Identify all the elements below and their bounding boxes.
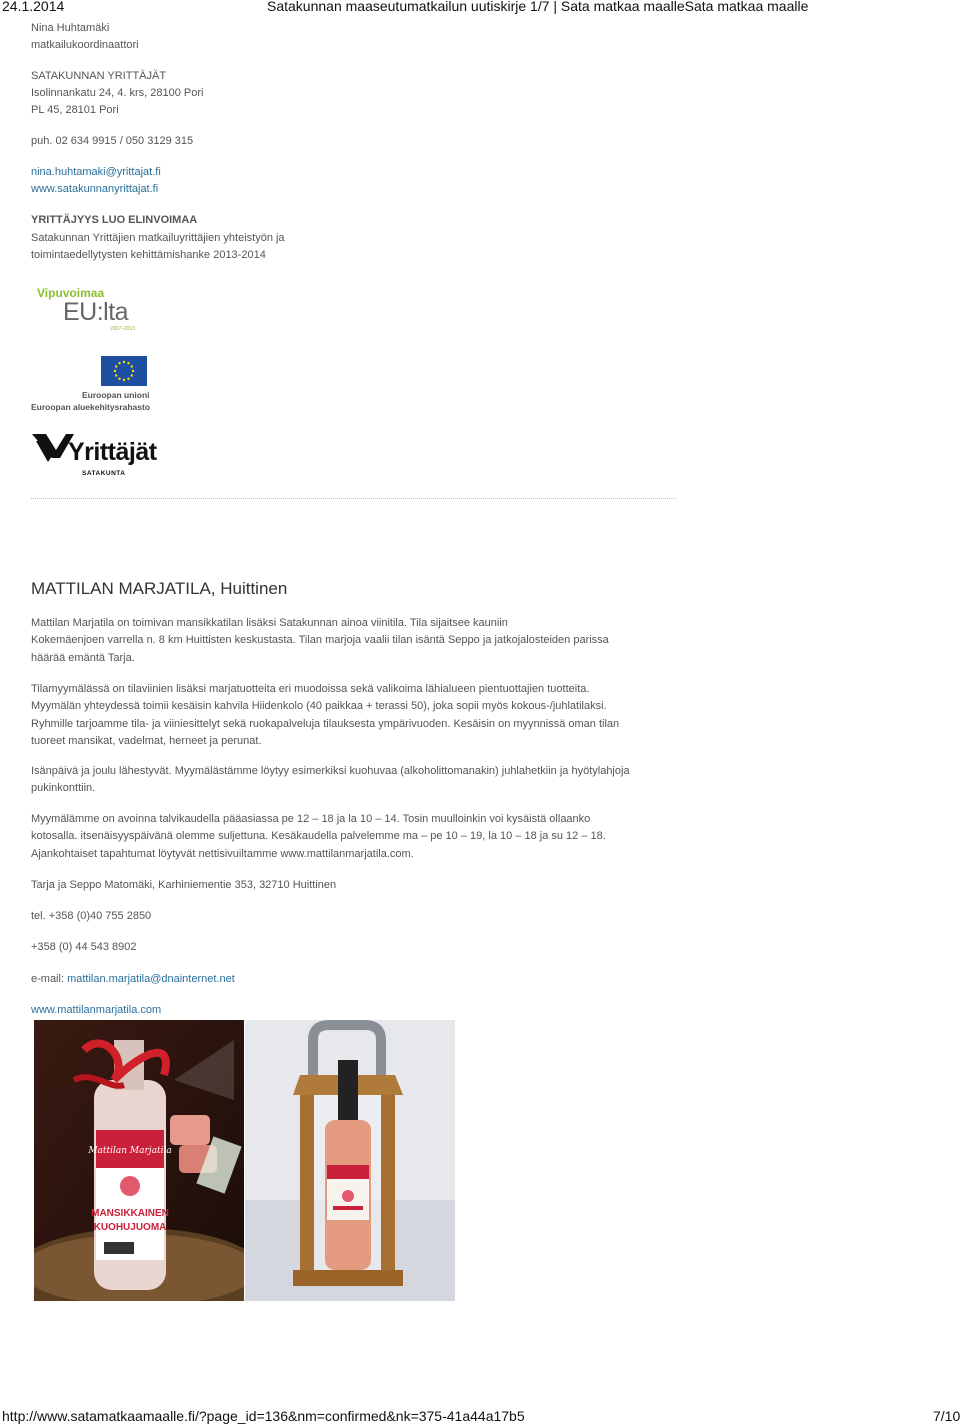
section-divider: [31, 498, 676, 499]
page-number: 7/10: [933, 1408, 960, 1424]
bottle-brand: Mattilan Marjatila: [88, 1146, 172, 1156]
text-line: Tilamyymälässä on tilaviinien lisäksi marjatuotteita eri muodoissa sekä valikoima lähialueen pientuottajien tuotteita.: [31, 683, 590, 695]
project-desc-2: toimintaedellytysten kehittämishanke 2013-2014: [31, 249, 266, 261]
eu-logo: [31, 356, 161, 416]
contact-address-2: PL 45, 28101 Pori: [31, 104, 119, 116]
website-link[interactable]: www.mattilanmarjatila.com: [31, 1004, 162, 1016]
text-line: Ryhmille tarjoamme tila- ja viiniesittelyt sekä ruokapalveluja tilauksesta ympärivuoden. Kesäisin on myynnissä oman tilan: [31, 717, 620, 730]
text-line: pukinkonttiin.: [31, 782, 96, 795]
phone-2: +358 (0) 44 543 8902: [31, 941, 137, 953]
paragraph-4: [31, 811, 671, 863]
text-line: kotosalla. itsenäisyyspäivänä olemme suljettuna. Kesäkaudella palvelemme ma – pe 10 – 19, la 10 – 18 ja su 12 – 18.: [31, 830, 606, 843]
contact-role: matkailukoordinaattori: [31, 39, 139, 51]
paragraph-2: [31, 681, 671, 750]
yrittajat-logo: [32, 432, 172, 480]
email-line: [31, 971, 235, 988]
yrittajat-text: Yrittäjät: [68, 438, 157, 466]
print-date: 24.1.2014: [2, 0, 65, 14]
eu-text-1: Euroopan unioni: [82, 390, 150, 400]
text-line: Mattilan Marjatila on toimivan mansikkatilan lisäksi Satakunnan ainoa viinitila. Tila sijaitsee kauniin: [31, 617, 508, 629]
photo-gift-basket: [34, 1020, 244, 1301]
paragraph-1: [31, 615, 671, 667]
eu-text-2: Euroopan aluekehitysrahasto: [31, 402, 151, 412]
contact-phone: puh. 02 634 9915 / 050 3129 315: [31, 135, 194, 147]
photo-wooden-box: [245, 1020, 455, 1301]
article-heading: MATTILAN MARJATILA, Huittinen: [31, 579, 288, 598]
bottle-label-1: MANSIKKAINEN: [91, 1208, 169, 1219]
contact-address-1: Isolinnankatu 24, 4. krs, 28100 Pori: [31, 87, 204, 99]
vipuvoimaa-text: Vipuvoimaa: [37, 286, 105, 300]
project-title: YRITTÄJYYS LUO ELINVOIMAA: [31, 214, 198, 226]
text-line: tuoreet mansikat, vadelmat, herneet ja perunat.: [31, 734, 262, 747]
text-line: Myymälän yhteydessä toimii kesäisin kahvila Hiidenkolo (40 paikkaa + terassi 50), joka sopii myös kokous-/juhlatilaksi.: [31, 700, 607, 713]
eulta-years: 2007–2013: [110, 326, 136, 332]
text-line: häärää emäntä Tarja.: [31, 651, 135, 664]
owners-address: Tarja ja Seppo Matomäki, Karhiniementie 353, 32710 Huittinen: [31, 879, 337, 891]
eu-flag-icon: [101, 356, 147, 386]
footer-url: http://www.satamatkaamaalle.fi/?page_id=136&nm=confirmed&nk=375-41a44a17b5: [2, 1408, 525, 1424]
email-label: e-mail:: [31, 973, 68, 985]
contact-web-link[interactable]: www.satakunnanyrittajat.fi: [31, 183, 159, 195]
yrittajat-sub: SATAKUNTA: [82, 470, 126, 477]
text-line: Ajankohtaiset tapahtumat löytyvät nettisivuiltamme www.mattilanmarjatila.com.: [31, 847, 414, 860]
text-line: Kokemäenjoen varrella n. 8 km Huittisten keskustasta. Tilan marjoja vaalii tilan isäntä Seppo ja jatkojalosteiden parissa: [31, 634, 609, 647]
project-desc-1: Satakunnan Yrittäjien matkailuyrittäjien yhteistyön ja: [31, 232, 285, 244]
gift-basket-image: [34, 1020, 244, 1301]
paragraph-3: [31, 763, 671, 798]
bottle-label-2: KUOHUJUOMA: [93, 1222, 167, 1233]
contact-name: Nina Huhtamäki: [31, 22, 110, 34]
contact-org: SATAKUNNAN YRITTÄJÄT: [31, 70, 167, 82]
contact-email-link[interactable]: nina.huhtamaki@yrittajat.fi: [31, 166, 161, 178]
phone-1: tel. +358 (0)40 755 2850: [31, 910, 152, 922]
page-title: Satakunnan maaseutumatkailun uutiskirje 1/7 | Sata matkaa maalleSata matkaa maalle: [267, 0, 809, 14]
text-line: Isänpäivä ja joulu lähestyvät. Myymälästämme löytyy esimerkiksi kuohuvaa (alkoholittomanakin) juhlahetkiin ja hyötylahjoja: [31, 765, 630, 777]
wooden-box-image: [245, 1020, 455, 1301]
text-line: Myymälämme on avoinna talvikaudella pääasiassa pe 12 – 18 ja la 10 – 14. Tosin muulloinkin voi kysäistä ollaanko: [31, 813, 591, 825]
eulta-text: EU:lta: [63, 298, 129, 326]
vipuvoimaa-logo: [37, 286, 147, 336]
email-link[interactable]: mattilan.marjatila@dnainternet.net: [67, 973, 235, 985]
